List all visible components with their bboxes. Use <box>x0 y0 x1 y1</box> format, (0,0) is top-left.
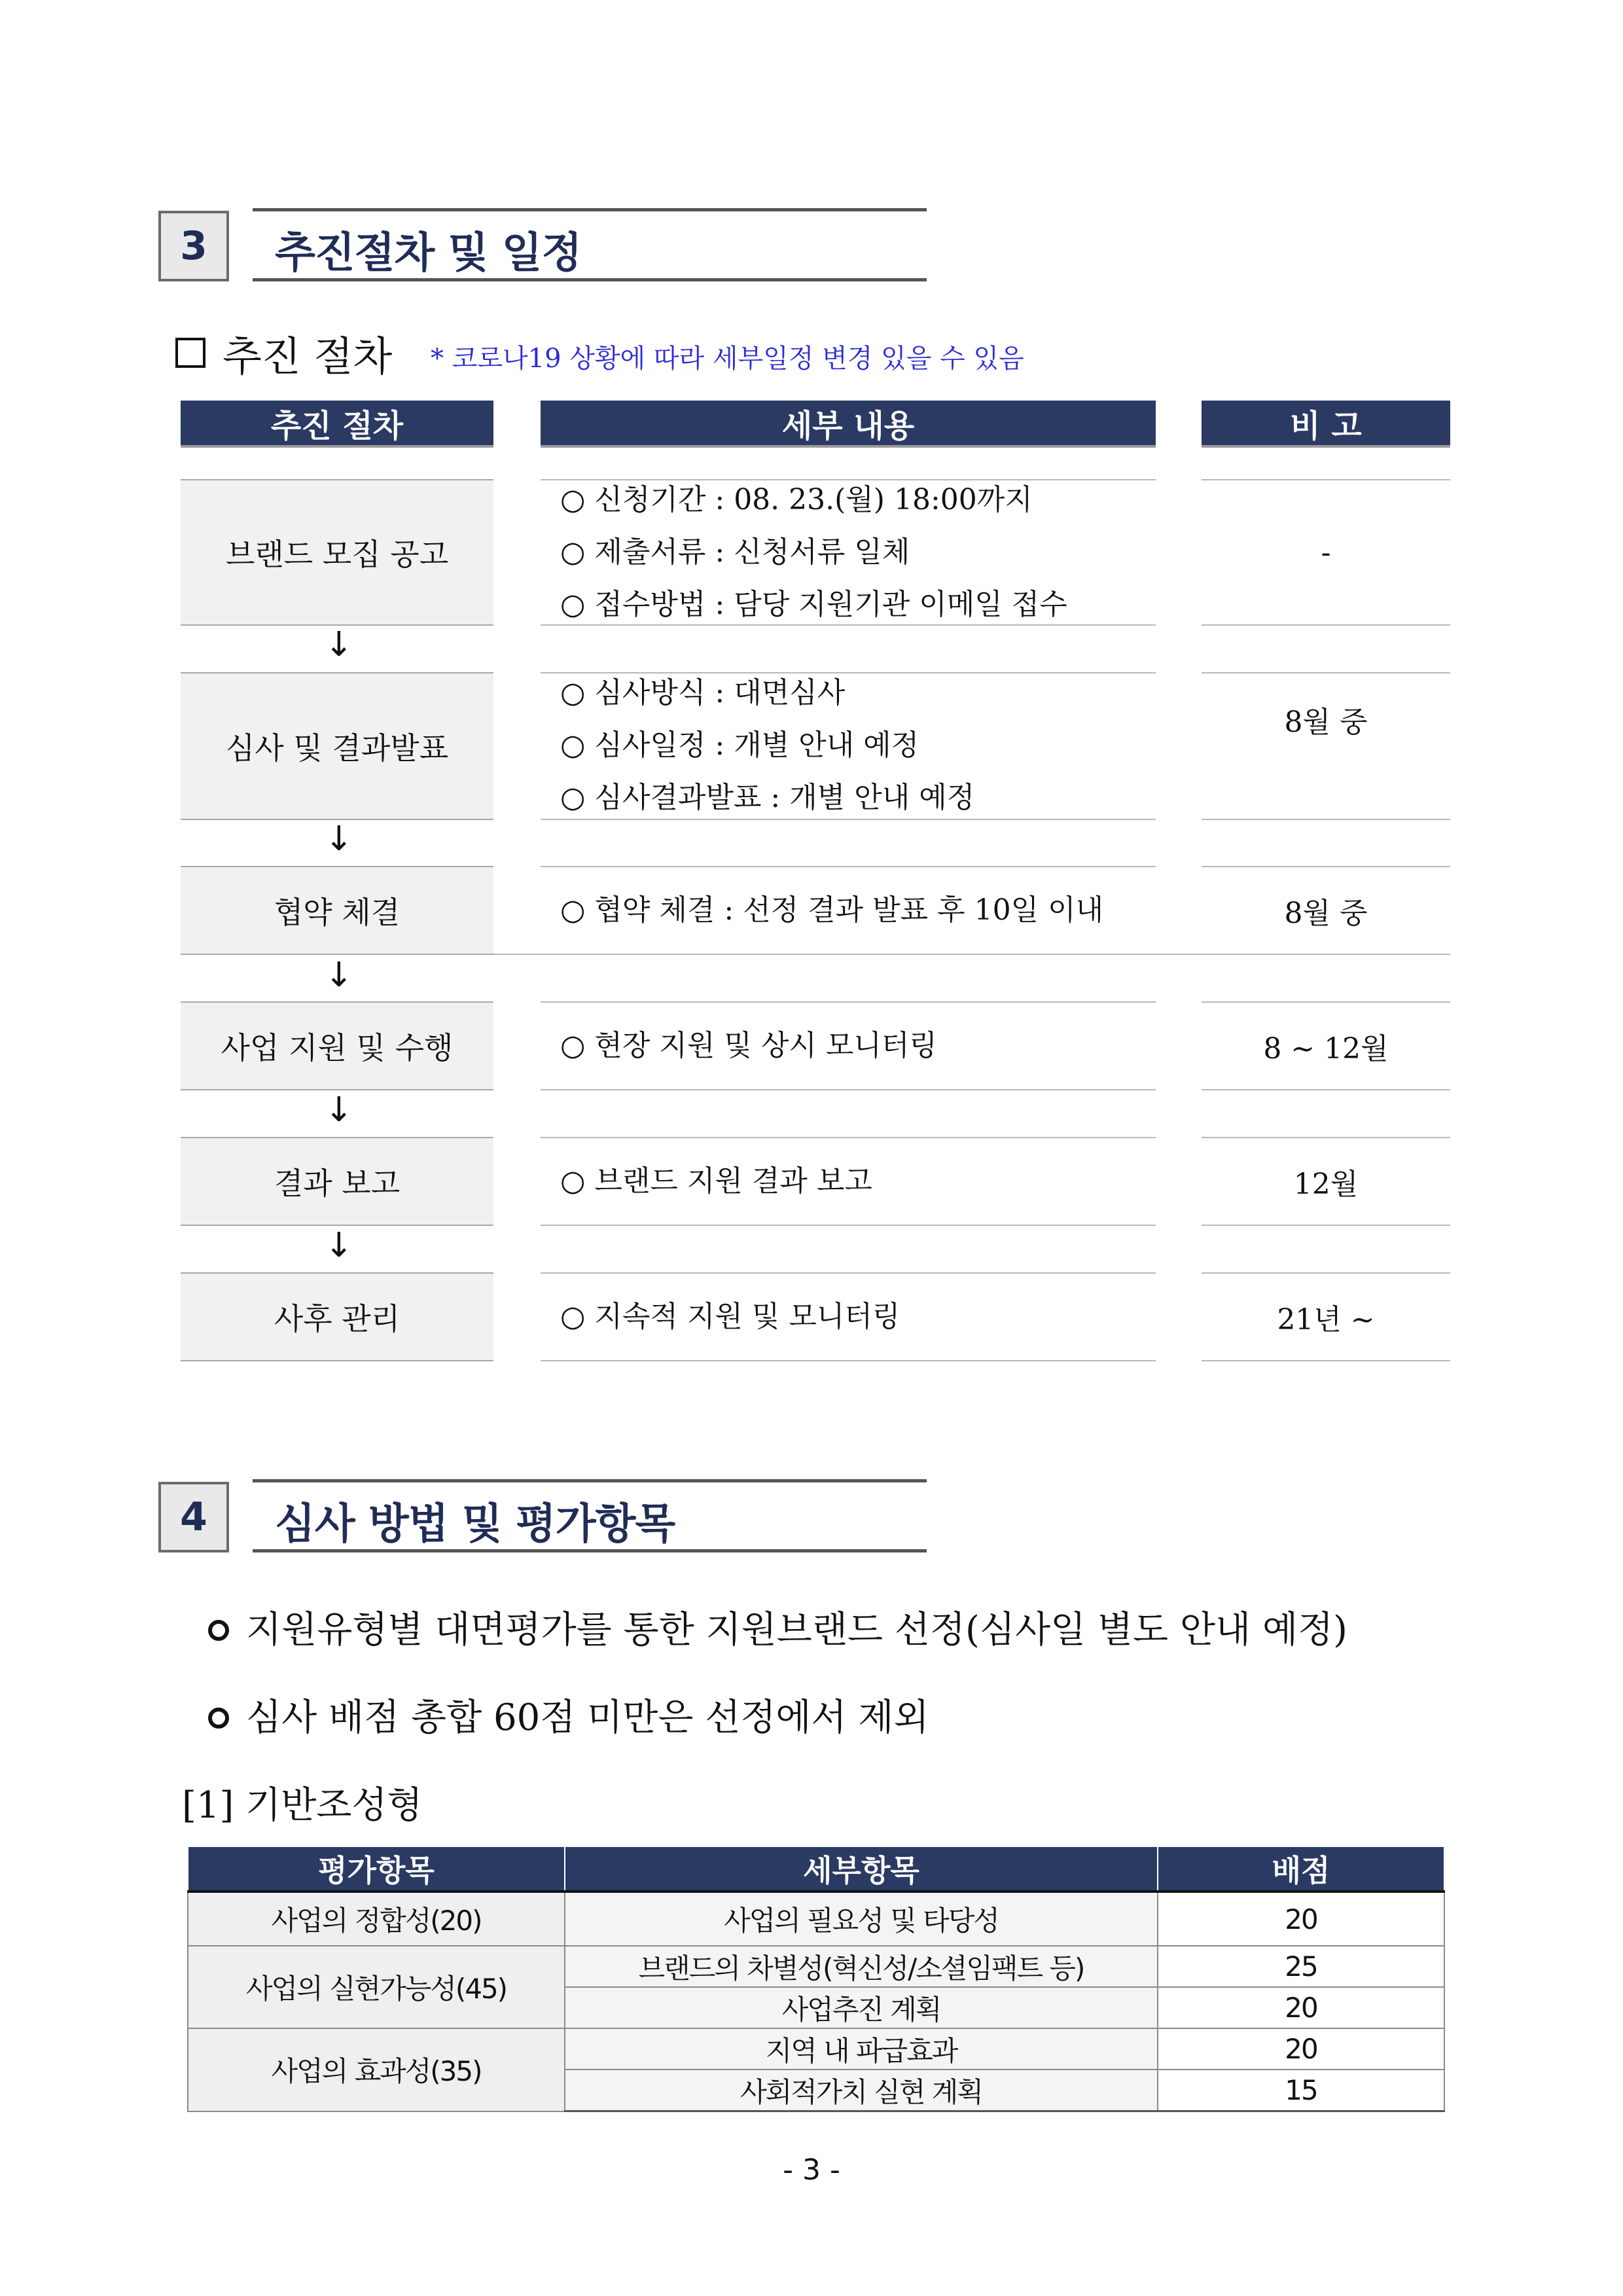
evaluation-table <box>187 1847 1445 2112</box>
bullet-evaluation-method <box>208 1601 1347 1653</box>
bullet-text: 심사 배점 총합 60점 미만은 선정에서 제외 <box>246 1696 929 1739</box>
detail-line: ○ 심사일정 : 개별 안내 예정 <box>560 728 919 762</box>
procedure-header: 추진 절차 <box>181 401 493 448</box>
step-6-details <box>541 1272 1156 1361</box>
step-4-details <box>541 1001 1156 1090</box>
evaluation-item: 사업의 효과성(35) <box>188 2028 565 2111</box>
step-result-report: 결과 보고 <box>181 1137 493 1226</box>
step-3-details <box>541 866 1156 955</box>
section-4-title: 심사 방법 및 평가항목 <box>275 1500 675 1549</box>
schedule-change-note: * 코로나19 상황에 따라 세부일정 변경 있을 수 있음 <box>431 344 1024 374</box>
table-row <box>188 2028 1444 2070</box>
checkbox-icon <box>175 338 205 368</box>
step-follow-up: 사후 관리 <box>181 1272 493 1361</box>
step-6-note: 21년 ~ <box>1202 1272 1450 1361</box>
table-header-row <box>188 1847 1444 1892</box>
score: 20 <box>1158 2028 1444 2070</box>
header-detail-item: 세부항목 <box>565 1847 1158 1892</box>
score: 20 <box>1158 1892 1444 1946</box>
section-3-top-rule <box>253 208 927 211</box>
step-1-details <box>541 479 1156 626</box>
down-arrow-icon: ↓ <box>325 625 353 664</box>
step-5-note: 12월 <box>1202 1137 1450 1226</box>
detail-item: 사회적가치 실현 계획 <box>565 2070 1158 2111</box>
detail-line: ○ 심사결과발표 : 개별 안내 예정 <box>560 781 975 814</box>
step-3-note: 8월 중 <box>1202 866 1450 955</box>
evaluation-item: 사업의 실현가능성(45) <box>188 1946 565 2028</box>
section-3-number: 3 <box>158 211 229 281</box>
section-3-title: 추진절차 및 일정 <box>275 229 582 278</box>
step-2-details <box>541 672 1156 820</box>
divider <box>1156 954 1202 955</box>
step-business-support: 사업 지원 및 수행 <box>181 1001 493 1090</box>
table-title: [1] 기반조성형 <box>182 1784 423 1827</box>
score: 20 <box>1158 1987 1444 2028</box>
circle-bullet-icon <box>208 1620 229 1641</box>
step-brand-recruitment: 브랜드 모집 공고 <box>181 479 493 626</box>
detail-line: ○ 현장 지원 및 상시 모니터링 <box>560 1029 937 1062</box>
details-header: 세부 내용 <box>541 401 1156 448</box>
page-number: - 3 - <box>783 2153 840 2187</box>
header-score: 배점 <box>1158 1847 1444 1892</box>
detail-line: ○ 지속적 지원 및 모니터링 <box>560 1300 901 1333</box>
down-arrow-icon: ↓ <box>325 1226 353 1265</box>
detail-item: 지역 내 파급효과 <box>565 2028 1158 2070</box>
down-arrow-icon: ↓ <box>325 1090 353 1130</box>
detail-line: ○ 심사방식 : 대면심사 <box>560 676 846 709</box>
detail-item: 사업의 필요성 및 타당성 <box>565 1892 1158 1946</box>
step-review-announcement: 심사 및 결과발표 <box>181 672 493 820</box>
detail-line: ○ 브랜드 지원 결과 보고 <box>560 1164 872 1198</box>
step-4-note: 8 ~ 12월 <box>1202 1001 1450 1090</box>
evaluation-item: 사업의 정합성(20) <box>188 1892 565 1946</box>
step-1-note: - <box>1202 479 1450 626</box>
circle-bullet-icon <box>208 1708 229 1729</box>
header-evaluation-item: 평가항목 <box>188 1847 565 1892</box>
table-row <box>188 1946 1444 1987</box>
detail-line: ○ 신청기간 : 08. 23.(월) 18:00까지 <box>560 483 1033 516</box>
divider <box>493 954 541 955</box>
procedure-subheading: 추진 절차 <box>223 332 393 380</box>
bullet-score-threshold <box>208 1689 929 1741</box>
down-arrow-icon: ↓ <box>325 956 353 995</box>
bullet-text: 지원유형별 대면평가를 통한 지원브랜드 선정(심사일 별도 안내 예정) <box>246 1609 1347 1651</box>
detail-item: 브랜드의 차별성(혁신성/소셜임팩트 등) <box>565 1946 1158 1987</box>
detail-line: ○ 제출서류 : 신청서류 일체 <box>560 535 910 569</box>
section-4-number: 4 <box>158 1482 229 1552</box>
detail-item: 사업추진 계획 <box>565 1987 1158 2028</box>
step-5-details <box>541 1137 1156 1226</box>
section-4-top-rule <box>253 1479 927 1482</box>
down-arrow-icon: ↓ <box>325 819 353 859</box>
step-2-note: 8월 중 <box>1202 672 1450 820</box>
score: 15 <box>1158 2070 1444 2111</box>
step-agreement: 협약 체결 <box>181 866 493 955</box>
remarks-header: 비 고 <box>1202 401 1450 448</box>
detail-line: ○ 접수방법 : 담당 지원기관 이메일 접수 <box>560 588 1067 621</box>
table-row <box>188 1892 1444 1946</box>
detail-line: ○ 협약 체결 : 선정 결과 발표 후 10일 이내 <box>560 893 1104 927</box>
score: 25 <box>1158 1946 1444 1987</box>
